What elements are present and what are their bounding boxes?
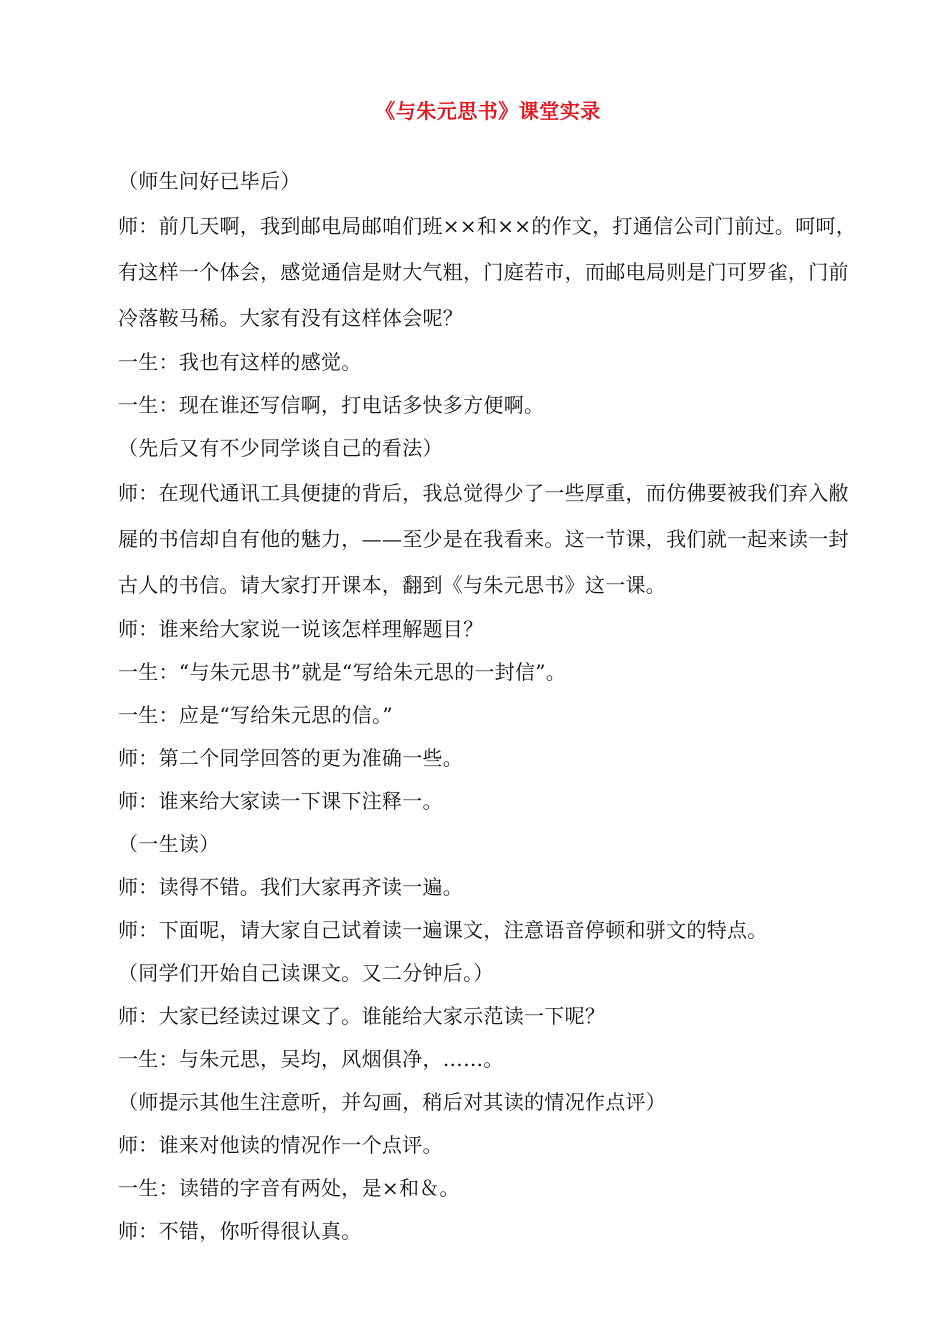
paragraph: （师提示其他生注意听，并勾画，稍后对其读的情况作点评） [118,1090,667,1114]
paragraph: 一生：应是“写给朱元思的信。” [118,703,393,727]
paragraph: 师：读得不错。我们大家再齐读一遍。 [118,875,464,899]
paragraph: 师：第二个同学回答的更为准确一些。 [118,746,464,770]
paragraph: 一生：与朱元思，吴均，风烟俱净，……。 [118,1047,504,1071]
paragraph: 师：谁来给大家读一下课下注释一。 [118,789,443,813]
document-body [118,160,858,1253]
paragraph: 师：在现代通讯工具便捷的背后，我总觉得少了一些厚重，而仿佛要被我们弃入敝屣的书信却自有他的魅力，——至少是在我看来。这一节课，我们就一起来读一封古人的书信。请大家打开课本，翻到《与朱元思书》这一课。 [118,481,849,597]
paragraph: 师：不错，你听得很认真。 [118,1219,362,1243]
paragraph: 师：下面呢，请大家自己试着读一遍课文，注意语音停顿和骈文的特点。 [118,918,768,942]
paragraph: （同学们开始自己读课文。又二分钟后。） [118,961,494,985]
paragraph: （师生问好已毕后） [118,169,301,193]
paragraph: 师：大家已经读过课文了。谁能给大家示范读一下呢？ [118,1004,606,1028]
paragraph: （先后又有不少同学谈自己的看法） [118,436,443,460]
document-title: 《与朱元思书》课堂实录 [375,99,601,123]
paragraph: 一生：“与朱元思书”就是“写给朱元思的一封信”。 [118,660,567,684]
paragraph: 一生：现在谁还写信啊，打电话多快多方便啊。 [118,393,545,417]
paragraph: 师：谁来对他读的情况作一个点评。 [118,1133,443,1157]
paragraph: 一生：读错的字音有两处，是×和＆。 [118,1176,460,1200]
paragraph: 师：谁来给大家说一说该怎样理解题目？ [118,617,484,641]
paragraph: （一生读） [118,832,220,856]
paragraph: 一生：我也有这样的感觉。 [118,350,362,374]
paragraph: 师：前几天啊，我到邮电局邮咱们班××和××的作文，打通信公司门前过。呵呵，有这样一个体会，感觉通信是财大气粗，门庭若市，而邮电局则是门可罗雀，门前冷落鞍马稀。大家有没有这样体会呢？ [118,214,857,330]
